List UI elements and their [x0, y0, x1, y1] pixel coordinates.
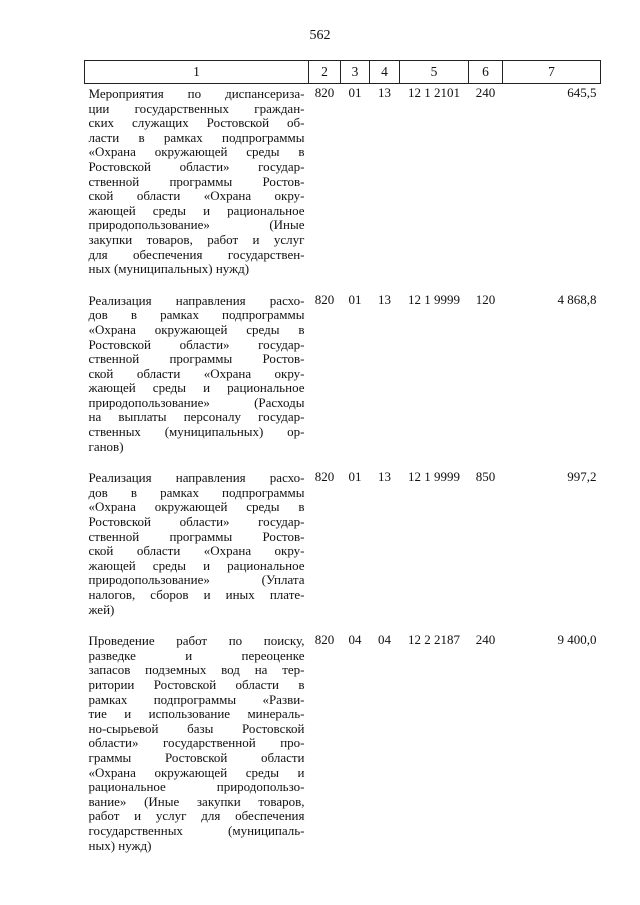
ministry-code: 820 [314, 291, 335, 307]
subsection-code: 13 [378, 291, 391, 307]
description-line: «Охрана окружающей среды в [88, 499, 305, 515]
description-line: Проведение работ по поиску, [88, 633, 305, 649]
description-line: рациональное природопользо- [88, 779, 305, 795]
header-cell: 1 [85, 61, 309, 84]
expense-description [85, 631, 309, 867]
description-line: граммы Ростовской области [88, 749, 305, 765]
header-cell: 4 [370, 61, 400, 84]
description-line: ских служащих Ростовской об- [88, 115, 305, 131]
description-line: рамках подпрограммы «Разви- [88, 691, 305, 707]
expense-description [85, 468, 309, 631]
description-line: ганов) [88, 438, 124, 454]
budget-table [84, 60, 601, 867]
description-line: государственных (муниципаль- [88, 822, 305, 838]
target-article-code: 12 2 2187 [408, 632, 460, 648]
description-line: природопользование» (Расходы [88, 394, 305, 410]
subsection-code: 04 [378, 632, 391, 648]
page-number: 562 [309, 28, 331, 43]
header-cell: 7 [503, 61, 601, 84]
description-line: Мероприятия по диспансериза- [88, 86, 305, 101]
expense-description [85, 291, 309, 469]
description-line: ласти в рамках подпрограммы [88, 129, 305, 145]
expense-type-code: 240 [475, 85, 496, 100]
description-line: ской области «Охрана окру- [88, 188, 305, 204]
header-cell: 3 [341, 61, 370, 84]
description-line: налогов, сборов и иных плате- [88, 587, 305, 602]
table-row [85, 631, 601, 867]
description-line: дов в рамках подпрограммы [88, 484, 305, 500]
table-row [85, 84, 601, 291]
amount: 997,2 [567, 469, 597, 485]
description-line: ственной программы Ростов- [88, 528, 305, 544]
expense-type-code: 240 [475, 632, 496, 648]
description-line: Реализация направления расхо- [88, 470, 305, 486]
subsection-code: 13 [378, 85, 391, 100]
ministry-code: 820 [314, 469, 335, 485]
ministry-code: 820 [314, 85, 335, 100]
description-line: жей) [88, 601, 115, 617]
description-line: Реализация направления расхо- [88, 292, 305, 308]
description-line: для обеспечения государствен- [88, 246, 305, 262]
description-line: ритории Ростовской области в [88, 676, 305, 692]
table-row [85, 291, 601, 469]
section-code: 04 [348, 632, 362, 648]
description-line: ственной программы Ростов- [88, 351, 305, 367]
header-cell: 5 [400, 61, 469, 84]
expense-type-code: 120 [475, 291, 496, 307]
amount: 4 868,8 [557, 291, 597, 307]
description-line: на выплаты персоналу государ- [88, 409, 305, 425]
description-line: Ростовской области» государ- [88, 158, 305, 174]
description-line: «Охрана окружающей среды в [88, 144, 305, 160]
description-line: области» государственной про- [88, 735, 305, 751]
section-code: 01 [348, 291, 362, 307]
description-line: «Охрана окружающей среды в [88, 321, 305, 337]
description-line: ской области «Охрана окру- [88, 543, 305, 559]
description-line: тие и использование минераль- [88, 706, 305, 722]
table-body [85, 84, 601, 868]
description-line: ственной программы Ростов- [88, 173, 305, 189]
target-article-code: 12 1 9999 [408, 469, 460, 485]
target-article-code: 12 1 2101 [408, 85, 460, 100]
description-line: ных (муниципальных) нужд) [88, 261, 250, 277]
amount: 9 400,0 [557, 632, 597, 648]
description-line: ской области «Охрана окру- [88, 365, 305, 381]
section-code: 01 [348, 85, 362, 100]
subsection-code: 13 [378, 469, 391, 485]
table-row [85, 468, 601, 631]
description-line: ственных (муниципальных) ор- [88, 424, 305, 440]
description-line: работ и услуг для обеспечения [88, 808, 305, 824]
description-line: «Охрана окружающей среды и [88, 764, 305, 780]
header-cell: 2 [309, 61, 341, 84]
description-line: но-сырьевой базы Ростовской [88, 720, 305, 736]
description-line: разведке и переоценке [88, 647, 305, 663]
section-code: 01 [348, 469, 362, 485]
description-line: природопользование» (Иные [88, 217, 305, 233]
description-line: жающей среды и рациональное [88, 380, 305, 396]
description-line: Ростовской области» государ- [88, 336, 305, 352]
description-line: жающей среды и рациональное [88, 202, 305, 218]
description-line: дов в рамках подпрограммы [88, 307, 305, 323]
header-cell: 6 [469, 61, 503, 84]
expense-description [85, 84, 309, 291]
target-article-code: 12 1 9999 [408, 291, 460, 307]
description-line: вание» (Иные закупки товаров, [88, 793, 305, 809]
header-row [85, 61, 601, 84]
description-line: запасов подземных вод на тер- [88, 662, 305, 678]
description-line: жающей среды и рациональное [88, 557, 305, 573]
description-line: ции государственных граждан- [88, 100, 305, 116]
amount: 645,5 [567, 85, 597, 100]
description-line: ных) нужд) [88, 837, 152, 853]
description-line: закупки товаров, работ и услуг [88, 231, 305, 247]
description-line: Ростовской области» государ- [88, 514, 305, 530]
expense-type-code: 850 [475, 469, 496, 485]
ministry-code: 820 [314, 632, 335, 648]
description-line: природопользование» (Уплата [88, 572, 305, 588]
